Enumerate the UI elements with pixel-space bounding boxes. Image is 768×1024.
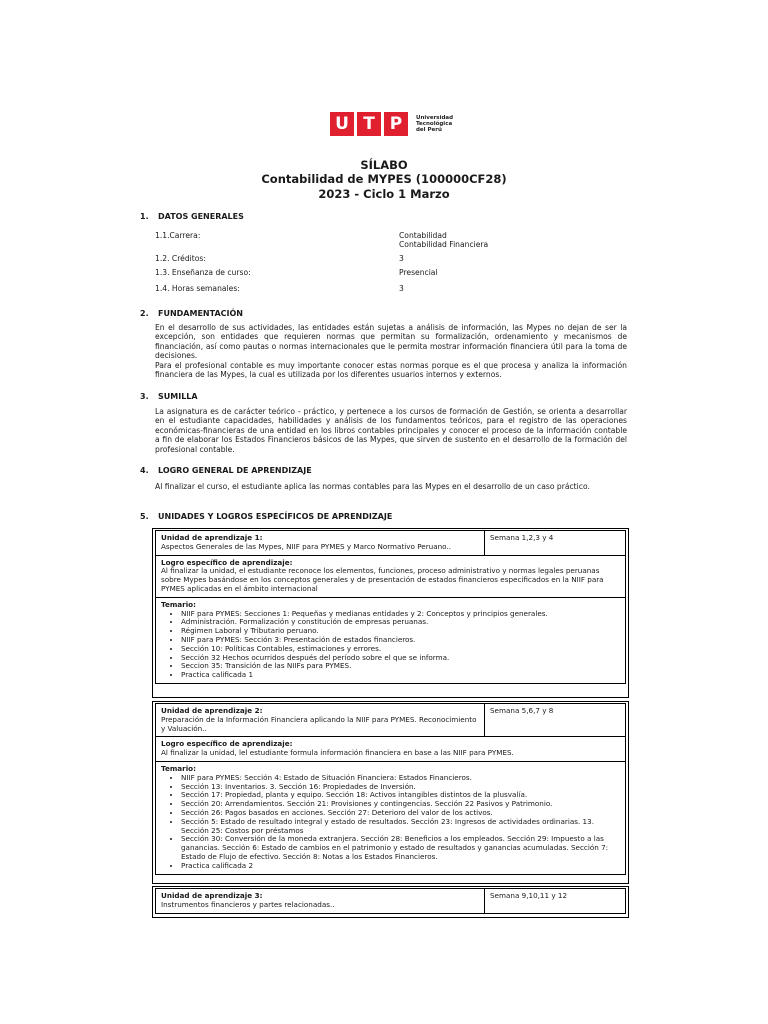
- unit-2-weeks: Semana 5,6,7 y 8: [485, 704, 626, 737]
- cycle-title: 2023 - Ciclo 1 Marzo: [318, 187, 450, 201]
- unit-2-logro: Logro específico de aprendizaje: Al finalizar la unidad, lel estudiante formula información financiera en base a las NIIF para PYMES.: [156, 737, 626, 762]
- unit-1-header: Unidad de aprendizaje 1: Aspectos Generales de las Mypes, NIIF para PYMES y Marco Normativo Peruano..: [156, 531, 485, 556]
- logro-general-text: Al finalizar el curso, el estudiante aplica las normas contables para las Mypes en el desarrollo de un caso práctico.: [155, 482, 590, 491]
- ensenanza-value: Presencial: [399, 268, 438, 277]
- list-item: • Sección 17: Propiedad, planta y equipo. Sección 18: Activos intangibles distintos de la plusvalía.: [181, 791, 620, 800]
- utp-logo: [330, 112, 453, 136]
- list-item: • Practica calificada 1: [181, 671, 620, 680]
- list-item: • Sección 32 Hechos ocurridos después del período sobre el que se informa.: [181, 654, 620, 663]
- unit-1-weeks: Semana 1,2,3 y 4: [485, 531, 626, 556]
- list-item: • Sección 5: Estado de resultado integral y estado de resultados. Sección 23: Ingresos de actividades ordinarias. 13. Sección 25: Costos por préstamos: [181, 818, 620, 836]
- unit-1-logro: Logro específico de aprendizaje: Al finalizar la unidad, el estudiante reconoce los elementos, funciones, proceso administrativo y normas legales peruanas sobre Mypes basándose en los conceptos generales y de presentación de estados financieros especificados en la NIIF para PYMES aplicadas en el ámbito internacional: [156, 555, 626, 597]
- section-5-heading: 5. UNIDADES Y LOGROS ESPECÍFICOS DE APRENDIZAJE: [140, 512, 393, 521]
- course-title: Contabilidad de MYPES (100000CF28): [261, 172, 507, 186]
- unit-2-table: [155, 703, 626, 875]
- unit-1-topic-list: [161, 610, 620, 680]
- list-item: • Practica calificada 2: [181, 862, 620, 871]
- section-2-heading: 2. FUNDAMENTACIÓN: [140, 309, 243, 318]
- unit-2-header: Unidad de aprendizaje 2: Preparación de la Información Financiera aplicando la NIIF para PYMES. Reconocimiento y Valuación..: [156, 704, 485, 737]
- list-item: • Administración. Formalización y constitución de empresas peruanas.: [181, 618, 620, 627]
- list-item: • NIIF para PYMES: Sección 3: Presentación de estados financieros.: [181, 636, 620, 645]
- logo-letter-t: T: [357, 112, 381, 136]
- unit-1-table: [155, 530, 626, 684]
- section-4-heading: 4. LOGRO GENERAL DE APRENDIZAJE: [140, 466, 312, 475]
- list-item: • Seccion 35: Transición de las NIIFs para PYMES.: [181, 662, 620, 671]
- list-item: • NIIF para PYMES: Secciones 1: Pequeñas y medianas entidades y 2: Conceptos y principios generales.: [181, 610, 620, 619]
- list-item: • Régimen Laboral y Tributario peruano.: [181, 627, 620, 636]
- list-item: • Sección 20: Arrendamientos. Sección 21: Provisiones y contingencias. Sección 22 Pasivos y Patrimonio.: [181, 800, 620, 809]
- unit-3-table: [155, 888, 626, 914]
- carrera-label: 1.1.Carrera:: [155, 231, 201, 240]
- unit-2-topic-list: [161, 774, 620, 871]
- horas-label: 1.4. Horas semanales:: [155, 284, 240, 293]
- list-item: • Sección 10: Políticas Contables, estimaciones y errores.: [181, 645, 620, 654]
- creditos-value: 3: [399, 254, 404, 263]
- unit-3-weeks: Semana 9,10,11 y 12: [485, 889, 626, 914]
- unit-3-header: Unidad de aprendizaje 3: Instrumentos financieros y partes relacionadas..: [156, 889, 485, 914]
- horas-value: 3: [399, 284, 404, 293]
- ensenanza-label: 1.3. Enseñanza de curso:: [155, 268, 251, 277]
- section-1-heading: 1. DATOS GENERALES: [140, 212, 244, 221]
- section-3-heading: 3. SUMILLA: [140, 392, 198, 401]
- list-item: • Sección 30: Conversión de la moneda extranjera. Sección 28: Beneficios a los empleados. Sección 29: Impuesto a las ganancias. Sección 6: Estado de cambios en el patrimonio y estado de resultados y ganancias acumuladas. Sección 7: Estado de Flujo de efectivo. Sección 8: Notas a los Estados Financieros.: [181, 835, 620, 861]
- doc-title: SÍLABO: [360, 158, 408, 172]
- logo-letter-u: U: [330, 112, 354, 136]
- logo-letter-p: P: [384, 112, 408, 136]
- unit-2-temario: Temario: • NIIF para PYMES: Sección 4: Estado de Situación Financiera: Estados Financieros. • Sección 13: Inventarios. 3. Sección 16: Propiedades de Inversión. • Sección 17: Propiedad, planta y equipo. Sección 18: Activos intangibles distintos de la plusvalía. • Sección 20: Arrendamientos. Sección 21: Provisiones y contingencias. Sección 22 Pasivos y Patrimonio. • Sección 26: Pagos basados en acciones. Sección 27: Deterioro del valor de los activos. • Sección 5: Estado de resultado integral y estado de resultados. Sección 23: Ingresos de actividades ordinarias. 13. Sección 25: Costos por préstamos • Sección 30: Conversión de la moneda extranjera. Sección 28: Beneficios a los empleados. Sección 29: Impuesto a las ganancias. Sección 6: Estado de cambios en el patrimonio y estado de resultados y ganancias acumuladas. Sección 7: Estado de Flujo de efectivo. Sección 8: Notas a los Estados Financieros. • Practica calificada 2: [156, 761, 626, 874]
- list-item: • Sección 13: Inventarios. 3. Sección 16: Propiedades de Inversión.: [181, 783, 620, 792]
- creditos-label: 1.2. Créditos:: [155, 254, 206, 263]
- list-item: • NIIF para PYMES: Sección 4: Estado de Situación Financiera: Estados Financieros.: [181, 774, 620, 783]
- logo-text: Universidad Tecnológica del Perú: [416, 115, 454, 133]
- carrera-value-2: Contabilidad Financiera: [399, 240, 489, 249]
- list-item: • Sección 26: Pagos basados en acciones. Sección 27: Deterioro del valor de los activos.: [181, 809, 620, 818]
- sumilla-text: La asignatura es de carácter teórico - práctico, y pertenece a los cursos de formación de Gestión, se orienta a desarrollar en el estudiante capacidades, habilidades y análisis de los fundamentos teóricos, para el registro de las operaciones económicas-financieras de una entidad en los libros contables principales y conocer el proceso de la información contable a fin de elaborar los Estados Financieros básicos de las Mypes, que sirven de sustento en el desarrollo de la formación del profesional contable.: [155, 407, 627, 454]
- unit-1-temario: Temario: • NIIF para PYMES: Secciones 1: Pequeñas y medianas entidades y 2: Conceptos y principios generales. • Administración. Formalización y constitución de empresas peruanas. • Régimen Laboral y Tributario peruano. • NIIF para PYMES: Sección 3: Presentación de estados financieros. • Sección 10: Políticas Contables, estimaciones y errores. • Sección 32 Hechos ocurridos después del período sobre el que se informa. • Seccion 35: Transición de las NIIFs para PYMES. • Practica calificada 1: [156, 597, 626, 683]
- fundamentacion-text: En el desarrollo de sus actividades, las entidades están sujetas a análisis de información, las Mypes no dejan de ser la excepción, son entidades que requieren normas que permitan su formalización, ordenamiento y mecanismos de financiación, así como pautas o normas internacionales que le permita mostrar información financiera útil para la toma de decisiones. Para el profesional contable es muy importante conocer estas normas porque es el que procesa y analiza la información financiera de las Mypes, la cual es utilizada por los diferentes usuarios internos y externos.: [155, 323, 627, 380]
- carrera-value: Contabilidad: [399, 231, 447, 240]
